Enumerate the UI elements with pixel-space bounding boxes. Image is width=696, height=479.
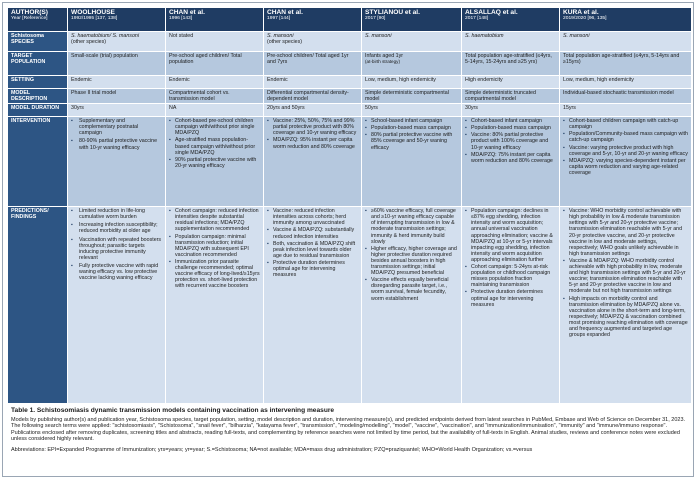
list-item: ▪ ≥60% vaccine efficacy, full coverage and ≥10-yr waning efficacy capable of interrupting transmission in low & moderate transmission settings; immunity & herd immunity build slowly: [365, 208, 458, 245]
table-cell: Infants aged 1yr (at-birth strategy): [362, 52, 462, 76]
table-cell: Simple deterministic compartmental model: [362, 89, 462, 104]
list-item: ▪ Vaccine: reduced infection intensities across cohorts; herd immunity among unvaccinated: [267, 208, 358, 226]
table-cell: [264, 117, 362, 207]
table-cell: Simple deterministic truncated compartmental model: [462, 89, 560, 104]
row-label: MODEL DURATION: [8, 104, 68, 117]
table-cell: [68, 117, 166, 207]
table-cell: Endemic: [166, 76, 264, 89]
list-item: ▪ MDA/PZQ: 75% instant per capita worm reduction and 80% coverage: [465, 152, 556, 164]
list-item: ▪ Protective duration determines optimal age for intervening measures: [465, 289, 556, 307]
list-item: ▪ 90% partial protective vaccine with 20-yr waning efficacy: [169, 157, 260, 169]
list-item: ▪ Vaccine effects equally beneficial disregarding parasite target, i.e., worm survival, female fecundity, worm establishment: [365, 277, 458, 301]
row-intervention: [8, 117, 692, 207]
table-cell: 30yrs: [68, 104, 166, 117]
list-item: ▪ Increasing infection susceptibility; reduced morbidity at older age: [71, 222, 162, 234]
list-item: ▪ Higher efficacy, higher coverage and higher protective duration required besides annual boosters in high transmission settings; initial MDA/PZQ presumed beneficial: [365, 246, 458, 276]
table-cell: Small-scale (trial) population: [68, 52, 166, 76]
row-species: [8, 32, 692, 52]
table-cell: [166, 117, 264, 207]
row-predictions-findings: [8, 207, 692, 404]
row-label: MODEL DESCRIPTION: [8, 89, 68, 104]
table-cell: Phase II trial model: [68, 89, 166, 104]
list-item: ▪ 80% partial protective vaccine with 85% coverage and 50-yr waning efficacy: [365, 132, 458, 150]
list-item: ▪ Cohort-based infant campaign: [465, 118, 556, 124]
list-item: ▪ Cohort-based children campaign with catch-up campaign: [563, 118, 688, 130]
row-label: TARGET POPULATION: [8, 52, 68, 76]
table-cell: 15yrs: [560, 104, 692, 117]
header-cell: ALSALLAQ et al. 2017 [148]: [462, 8, 560, 32]
list-item: ▪ School-based infant campaign: [365, 118, 458, 124]
table-cell: Total population age-stratified (≤4yrs, 5-14yrs and ≥15yrs): [560, 52, 692, 76]
list-item: ▪ Population campaign: minimal transmission reduction; initial MDA/PZQ with subsequent EPI vaccination recommended: [169, 234, 260, 258]
table-cell: Low, medium, high endemicity: [362, 76, 462, 89]
row-model-duration: [8, 104, 692, 117]
table-cell: Endemic: [264, 76, 362, 89]
table-cell: High endemicity: [462, 76, 560, 89]
table-cell: [166, 207, 264, 404]
list-item: ▪ Immunization prior parasite challenge recommended; optimal vaccine efficacy of long-lived/≥15yrs protection vs. short-lived protection with recurrent vaccine boosters: [169, 259, 260, 289]
table-cell: [68, 207, 166, 404]
list-item: ▪ Cohort-based pre-school children campaign with/without prior single MDA/PZQ: [169, 118, 260, 136]
table-cell: Compartmental cohort vs. transmission model: [166, 89, 264, 104]
row-target-population: [8, 52, 692, 76]
header-cell: KURA et al. 2019/2020 [96, 135]: [560, 8, 692, 32]
list-item: ▪ Fully protective vaccine with rapid waning efficacy vs. low protective vaccine lacking waning efficacy: [71, 263, 162, 281]
table-cell: S. mansoni: [560, 32, 692, 52]
list-item: ▪ Population-based mass campaign: [365, 125, 458, 131]
table-cell: [264, 207, 362, 404]
row-label: INTERVENTION: [8, 117, 68, 207]
list-item: ▪ MDA/PZQ: varying species-dependent instant per capita worm reduction and varying age-related coverage: [563, 158, 688, 176]
table-cell: 30yrs: [462, 104, 560, 117]
list-item: ▪ Vaccine: varying protective product with high coverage and 5-yr, 10-yr and 20-yr waning efficacy: [563, 145, 688, 157]
list-item: ▪ Vaccine: WHO morbidity control achievable with high probability in low & moderate transmission settings with 5-yr and 20-yr protective vaccine; transmission elimination reachable with 5-yr and 20-yr protective vaccine, and 20-yr protective vaccine in low and moderate settings, respectively; WHO goals unlikely achievable in high transmission settings: [563, 208, 688, 257]
row-label: SETTING: [8, 76, 68, 89]
list-item: ▪ Vaccine & MDA/PZQ: substantially reduced infection intensities: [267, 227, 358, 239]
header-cell: AUTHOR(S) Year [Reference]: [8, 8, 68, 32]
table-cell: [362, 207, 462, 404]
models-table: [7, 7, 692, 404]
list-item: ▪ Vaccination with repeated boosters throughout; parasitic targets inducing protective immunity relevant: [71, 237, 162, 261]
table-cell: 50yrs: [362, 104, 462, 117]
row-label: PREDICTIONS/ FINDINGS: [8, 207, 68, 404]
header-cell: WOOLHOUSE 1992/1995 [137, 138]: [68, 8, 166, 32]
header-cell: CHAN et al. 1997 [144]: [264, 8, 362, 32]
table-cell: [462, 117, 560, 207]
table-cell: Pre-school children/ Total aged 1yr and 7yrs: [264, 52, 362, 76]
table-cell: [362, 117, 462, 207]
list-item: ▪ Age-stratified mass population-based campaign with/without prior single MDA/PZQ: [169, 137, 260, 155]
list-item: ▪ Population/Community-based mass campaign with catch-up campaign: [563, 131, 688, 143]
table-figure-frame: [2, 2, 694, 477]
table-cell: [560, 117, 692, 207]
table-cell: Individual-based stochastic transmission model: [560, 89, 692, 104]
list-item: ▪ Limited reduction in life-long cumulative worm burden: [71, 208, 162, 220]
list-item: ▪ MDA/PZQ: 95% instant per capita worm reduction and 80% coverage: [267, 137, 358, 149]
table-cell: Not stated: [166, 32, 264, 52]
header-cell: STYLIANOU et al. 2017 [90]: [362, 8, 462, 32]
table-cell: S. haematobium/ S. mansoni (other species): [68, 32, 166, 52]
row-label: Schistosoma SPECIES: [8, 32, 68, 52]
list-item: ▪ Protective duration determines optimal age for intervening measures: [267, 260, 358, 278]
row-model-description: [8, 89, 692, 104]
table-cell: Pre-school aged children/ Total population: [166, 52, 264, 76]
list-item: ▪ Vaccine & MDA/PZQ: WHO morbidity control achievable with high probability in low, moderate and high transmission settings with 5-yr and 20-yr vaccine; transmission elimination reachable with 5-yr and 20-yr protective vaccine in low and moderate but not high transmission settings: [563, 258, 688, 295]
list-item: ▪ Population campaign: declines in ≤87% egg shedding, infection intensity and worm acquisition; annual universal vaccination approaching elimination; vaccine & MDA/PZQ at 10-yr or 5-yr intervals impacting egg shedding, infection intensity and worm acquisition approaching elimination further: [465, 208, 556, 263]
table-cell: S. mansoni (other species): [264, 32, 362, 52]
list-item: ▪ Vaccine: 80% partial protective product with 100% coverage and 10-yr waning efficacy: [465, 132, 556, 150]
row-setting: [8, 76, 692, 89]
table-cell: [462, 207, 560, 404]
caption-abbreviations: Abbreviations: EPI=Expanded Programme of Immunization; yrs=years; yr=year; S.=Schistosoma; NA=not available; MDA=mass drug administration; PZQ=praziquantel; WHO=World Health Organization; vs.=versus: [11, 446, 533, 453]
table-header-row: [8, 8, 692, 32]
list-item: ▪ Cohort campaign: 5-24yrs at-risk population or childhood campaign misses population fraction maintaining transmission: [465, 264, 556, 288]
table-cell: S. haematobium: [462, 32, 560, 52]
list-item: ▪ 80-90% partial protective vaccine with 10-yr waning efficacy: [71, 138, 162, 150]
list-item: ▪ Population-based mass campaign: [465, 125, 556, 131]
list-item: ▪ Both, vaccination & MDA/PZQ shift peak infection level towards older age due to residual transmission: [267, 241, 358, 259]
list-item: ▪ Cohort campaign: reduced infection intensities despite substantial residual infections; MDA/PZQ supplementation recommended: [169, 208, 260, 232]
header-cell: CHAN et al. 1996 [143]: [166, 8, 264, 32]
list-item: ▪ Vaccine: 25%, 50%, 75% and 99% partial protective product with 80% coverage and 10-yr waning efficacy: [267, 118, 358, 136]
table-cell: Low, medium, high endemicity: [560, 76, 692, 89]
table-cell: Differential compartmental density-dependent model: [264, 89, 362, 104]
table-cell: 20yrs and 50yrs: [264, 104, 362, 117]
table-cell: Total population age-stratified (≤4yrs, 5-14yrs, 15-24yrs and ≥25 yrs): [462, 52, 560, 76]
table-caption: [11, 407, 691, 453]
table-cell: Endemic: [68, 76, 166, 89]
list-item: ▪ High impacts on morbidity control and transmission elimination by MDA/PZQ alone vs. vaccination alone in the short-term and long-term, respectively; MDA/PZQ & vaccination combined most promising reaching elimination with coverage and frequency augmented and targeted age groups expanded: [563, 296, 688, 339]
caption-title: Table 1. Schistosomiasis dynamic transmission models containing vaccination as intervening measure: [11, 407, 335, 414]
table-cell: [560, 207, 692, 404]
list-item: ▪ Supplementary and complementary postnatal campaign: [71, 118, 162, 136]
caption-body: Models by publishing author(s) and publication year, Schistosoma species, target population, setting, model description and duration, intervening measure(s), and predicted endpoints derived from latest searches in PubMed, Embase and Web of Science on December 31, 2023. The following search terms were applied: "schistosomiasis", "Schistosoma", "snail fever", "bilharzia", "katayama fever", "transmission", "modeling/modelling", "model", "vaccine", "vaccination", and "immunization/immunisation", "immunity" and "immune/immuno response". Publications enclosed after removing duplicates, screening titles and abstracts, reading full-texts, and complementing by reference searches were not limited by time period, but the availability of full-texts in English. Animal studies, reviews and conference notes were excluded unless considered highly relevant.: [11, 417, 686, 443]
table-cell: NA: [166, 104, 264, 117]
table-cell: S. mansoni: [362, 32, 462, 52]
